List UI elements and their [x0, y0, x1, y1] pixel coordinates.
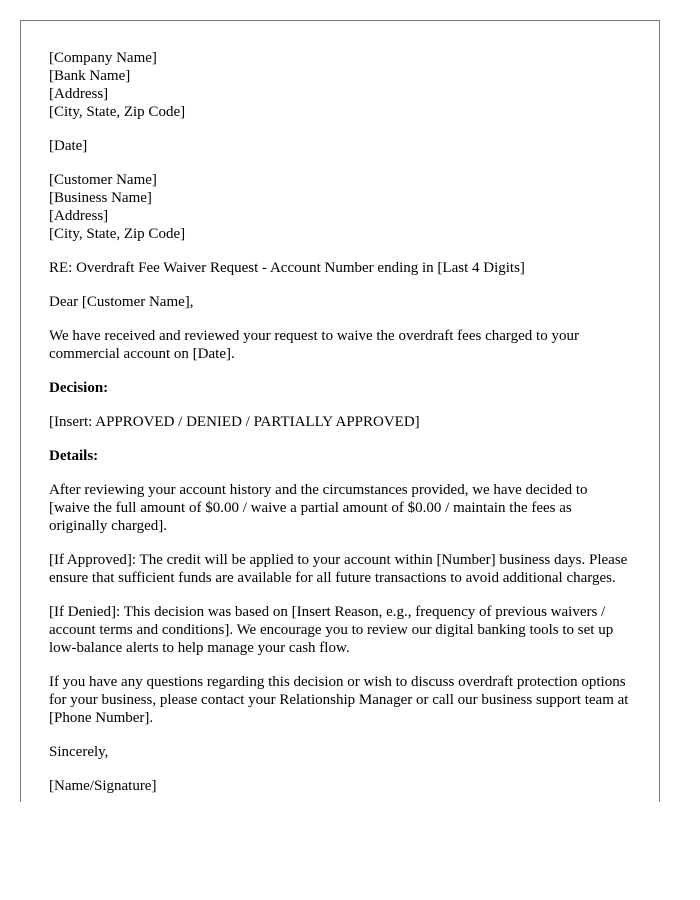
sender-city: [City, State, Zip Code] [49, 104, 186, 120]
sender-company: [Company Name] [49, 50, 157, 66]
salutation: Dear [Customer Name], [49, 294, 194, 310]
closing: Sincerely, [49, 744, 109, 760]
sender-address: [Address] [49, 86, 109, 102]
subject-line: RE: Overdraft Fee Waiver Request - Account Number ending in [Last 4 Digits] [49, 260, 525, 276]
recipient-address: [Address] [49, 208, 109, 224]
sender-bank: [Bank Name] [49, 68, 131, 84]
if-approved-paragraph: [If Approved]: The credit will be applied to your account within [Number] business days. Please ensure that sufficient funds are available for all future transactions to avoid additional charges. [49, 552, 628, 586]
if-denied-paragraph: [If Denied]: This decision was based on [Insert Reason, e.g., frequency of previous waivers / account terms and conditions]. We encourage you to review our digital banking tools to set up low-balance alerts to help manage your cash flow. [49, 604, 614, 656]
recipient-name: [Customer Name] [49, 172, 157, 188]
sender-address-block [49, 49, 629, 121]
decision-value: [Insert: APPROVED / DENIED / PARTIALLY APPROVED] [49, 414, 420, 430]
letter-page [20, 20, 660, 802]
letter-date [49, 137, 629, 155]
recipient-address-block [49, 171, 629, 243]
details-heading: Details: [49, 448, 99, 464]
recipient-city: [City, State, Zip Code] [49, 226, 186, 242]
letter-body [49, 49, 629, 802]
decision-heading: Decision: [49, 380, 109, 396]
signature: [Name/Signature] [49, 778, 157, 794]
recipient-business: [Business Name] [49, 190, 152, 206]
date-text: [Date] [49, 138, 88, 154]
details-paragraph: After reviewing your account history and the circumstances provided, we have decided to [waive the full amount of $0.00 / waive a partial amount of $0.00 / maintain the fees as originally charged]. [49, 482, 588, 534]
intro-paragraph: We have received and reviewed your request to waive the overdraft fees charged to your commercial account on [Date]. [49, 328, 579, 362]
questions-paragraph: If you have any questions regarding this decision or wish to discuss overdraft protection options for your business, please contact your Relationship Manager or call our business support team at [Phone Number]. [49, 674, 629, 726]
